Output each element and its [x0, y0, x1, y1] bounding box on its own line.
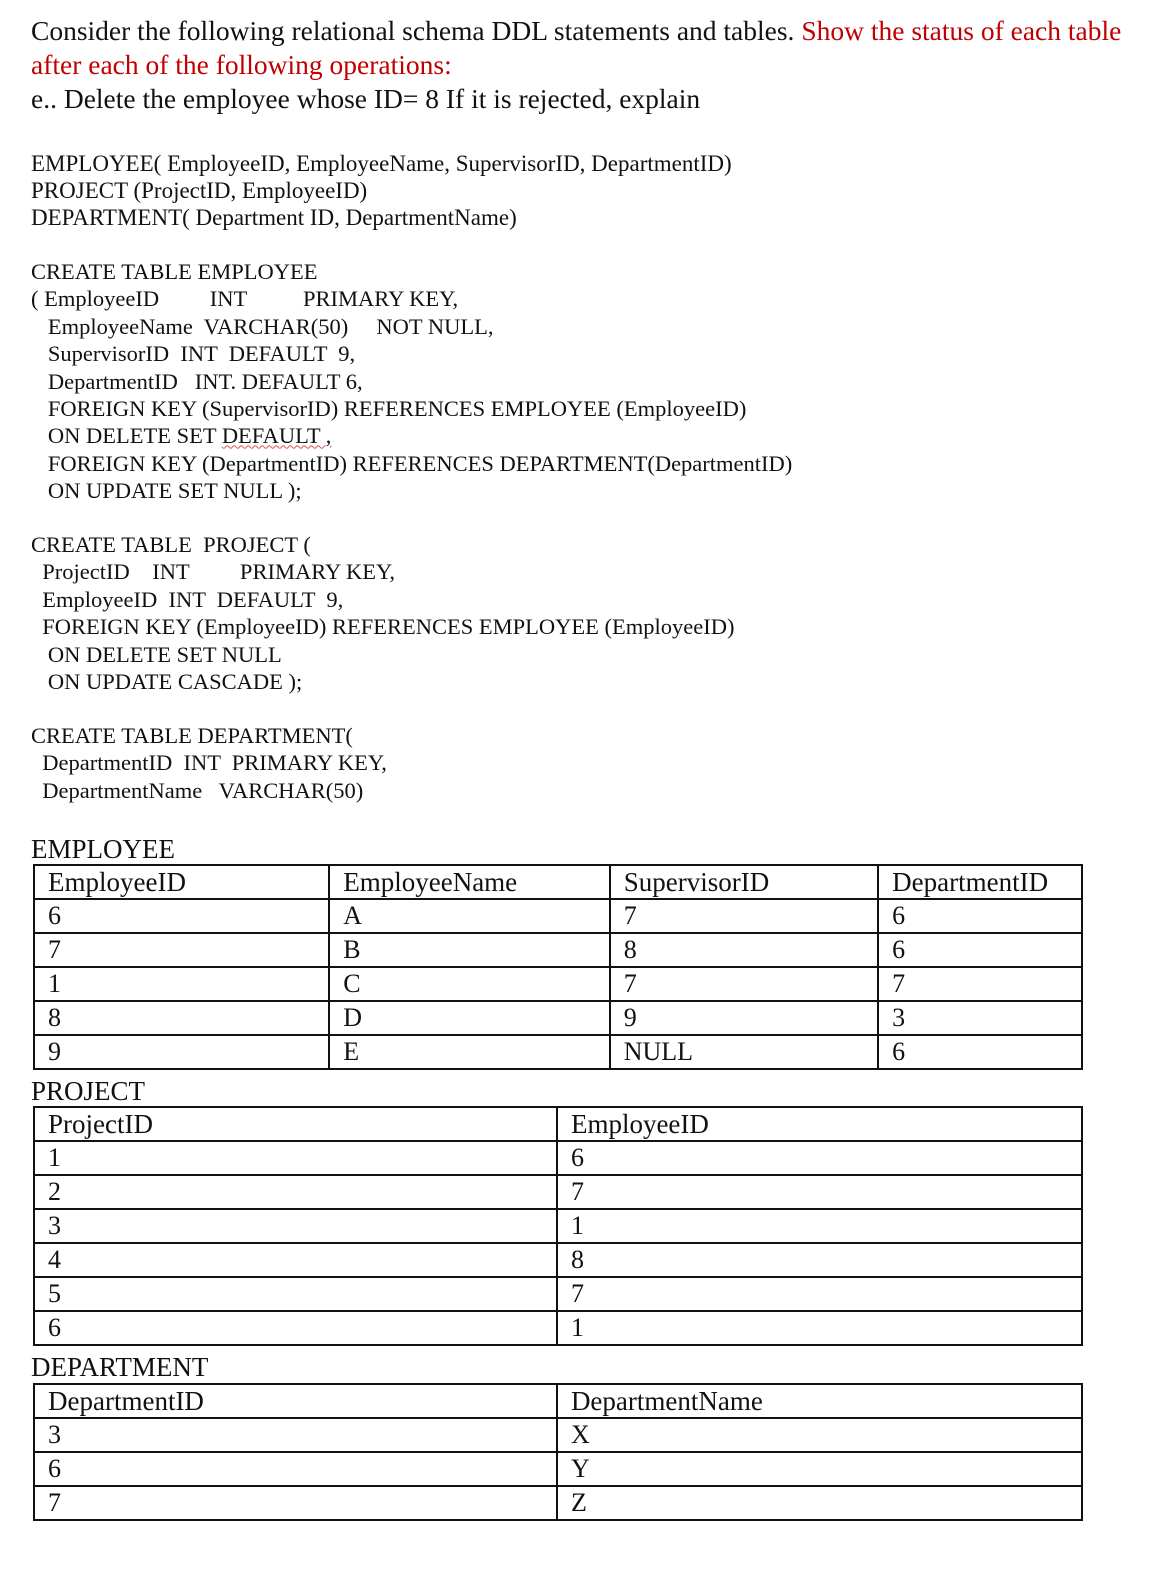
ddl-line: DepartmentName VARCHAR(50) — [31, 777, 364, 803]
column-header: ProjectID — [34, 1107, 557, 1141]
ddl-line: ( EmployeeID INT PRIMARY KEY, — [31, 286, 459, 312]
department-table-title: DEPARTMENT — [31, 1352, 209, 1382]
table-cell: 7 — [610, 899, 878, 933]
table-cell: 7 — [610, 967, 878, 1001]
table-cell: 3 — [34, 1418, 557, 1452]
question-prompt — [31, 14, 1141, 116]
table-row — [34, 1452, 1082, 1486]
table-cell: 8 — [34, 1001, 329, 1035]
table-cell: 3 — [34, 1209, 557, 1243]
project-table-title: PROJECT — [31, 1076, 146, 1106]
table-row — [34, 1418, 1082, 1452]
ddl-line: FOREIGN KEY (EmployeeID) REFERENCES EMPLOYEE (EmployeeID) — [31, 614, 735, 640]
table-cell: 7 — [878, 967, 1082, 1001]
table-cell: 1 — [34, 967, 329, 1001]
question-e: e.. Delete the employee whose ID= 8 If it is rejected, explain — [31, 83, 701, 114]
table-cell: 8 — [610, 933, 878, 967]
table-cell: 7 — [34, 933, 329, 967]
column-header: EmployeeID — [34, 865, 329, 899]
intro-text: Consider the following relational schema DDL statements and tables. — [31, 15, 795, 46]
table-cell: NULL — [610, 1035, 878, 1069]
table-cell: 6 — [34, 1311, 557, 1345]
table-cell: X — [557, 1418, 1082, 1452]
table-row — [34, 1001, 1082, 1035]
table-cell: 8 — [557, 1243, 1082, 1277]
schema-employee: EMPLOYEE( EmployeeID, EmployeeName, SupervisorID, DepartmentID) — [31, 151, 732, 176]
table-row — [34, 1277, 1082, 1311]
ddl-line: EmployeeID INT DEFAULT 9, — [31, 586, 344, 612]
ddl-line: FOREIGN KEY (DepartmentID) REFERENCES DEPARTMENT(DepartmentID) — [31, 450, 793, 476]
table-header-row — [34, 865, 1082, 899]
ddl-line: ProjectID INT PRIMARY KEY, — [31, 559, 395, 585]
ddl-line: CREATE TABLE DEPARTMENT( — [31, 723, 353, 748]
project-table — [33, 1106, 1083, 1346]
table-cell: A — [329, 899, 610, 933]
ddl-line: ON UPDATE CASCADE ); — [31, 669, 303, 695]
table-row — [34, 1243, 1082, 1277]
table-row — [34, 1141, 1082, 1175]
ddl-line — [31, 422, 792, 449]
column-header: DepartmentID — [34, 1384, 557, 1418]
ddl-employee — [31, 258, 792, 505]
employee-table — [33, 864, 1083, 1070]
table-cell: 7 — [557, 1175, 1082, 1209]
table-cell: 4 — [34, 1243, 557, 1277]
table-cell: 1 — [34, 1141, 557, 1175]
ddl-line: DepartmentID INT. DEFAULT 6, — [31, 368, 363, 394]
table-cell: 7 — [34, 1486, 557, 1520]
table-row — [34, 967, 1082, 1001]
table-cell: C — [329, 967, 610, 1001]
ddl-line: CREATE TABLE PROJECT ( — [31, 532, 311, 557]
department-table — [33, 1383, 1083, 1521]
table-row — [34, 1035, 1082, 1069]
table-cell: 6 — [878, 899, 1082, 933]
table-cell: Z — [557, 1486, 1082, 1520]
table-row — [34, 1486, 1082, 1520]
table-cell: Y — [557, 1452, 1082, 1486]
table-cell: 6 — [34, 899, 329, 933]
table-header-row — [34, 1107, 1082, 1141]
table-cell: 7 — [557, 1277, 1082, 1311]
column-header: DepartmentID — [878, 865, 1082, 899]
table-cell: 3 — [878, 1001, 1082, 1035]
table-cell: D — [329, 1001, 610, 1035]
table-header-row — [34, 1384, 1082, 1418]
employee-table-title: EMPLOYEE — [31, 834, 175, 864]
table-row — [34, 1311, 1082, 1345]
ddl-line: SupervisorID INT DEFAULT 9, — [31, 341, 356, 367]
column-header: EmployeeName — [329, 865, 610, 899]
table-row — [34, 1175, 1082, 1209]
schema-department: DEPARTMENT( Department ID, DepartmentName) — [31, 205, 517, 230]
schema-project: PROJECT (ProjectID, EmployeeID) — [31, 178, 368, 203]
table-cell: 9 — [34, 1035, 329, 1069]
relational-schema — [31, 150, 732, 231]
intro-instruction: Show the status of each table after each of the following operations: — [31, 15, 1122, 80]
table-row — [34, 933, 1082, 967]
ddl-text: ON DELETE SET — [31, 423, 222, 449]
ddl-line: CREATE TABLE EMPLOYEE — [31, 259, 318, 284]
table-cell: 6 — [878, 1035, 1082, 1069]
ddl-line: DepartmentID INT PRIMARY KEY, — [31, 750, 387, 776]
table-cell: 6 — [34, 1452, 557, 1486]
column-header: DepartmentName — [557, 1384, 1082, 1418]
table-cell: 2 — [34, 1175, 557, 1209]
table-cell: E — [329, 1035, 610, 1069]
ddl-line: ON DELETE SET NULL — [31, 641, 282, 667]
table-cell: B — [329, 933, 610, 967]
ddl-line: FOREIGN KEY (SupervisorID) REFERENCES EMPLOYEE (EmployeeID) — [31, 396, 747, 422]
table-cell: 6 — [878, 933, 1082, 967]
table-cell: 1 — [557, 1311, 1082, 1345]
table-row — [34, 1209, 1082, 1243]
spellcheck-flagged-word: DEFAULT , — [221, 423, 332, 449]
ddl-department — [31, 722, 387, 804]
table-cell: 5 — [34, 1277, 557, 1311]
ddl-project — [31, 531, 734, 695]
table-cell: 1 — [557, 1209, 1082, 1243]
ddl-line: EmployeeName VARCHAR(50) NOT NULL, — [31, 313, 494, 339]
column-header: SupervisorID — [610, 865, 878, 899]
table-row — [34, 899, 1082, 933]
column-header: EmployeeID — [557, 1107, 1082, 1141]
table-cell: 6 — [557, 1141, 1082, 1175]
ddl-line: ON UPDATE SET NULL ); — [31, 478, 302, 504]
table-cell: 9 — [610, 1001, 878, 1035]
